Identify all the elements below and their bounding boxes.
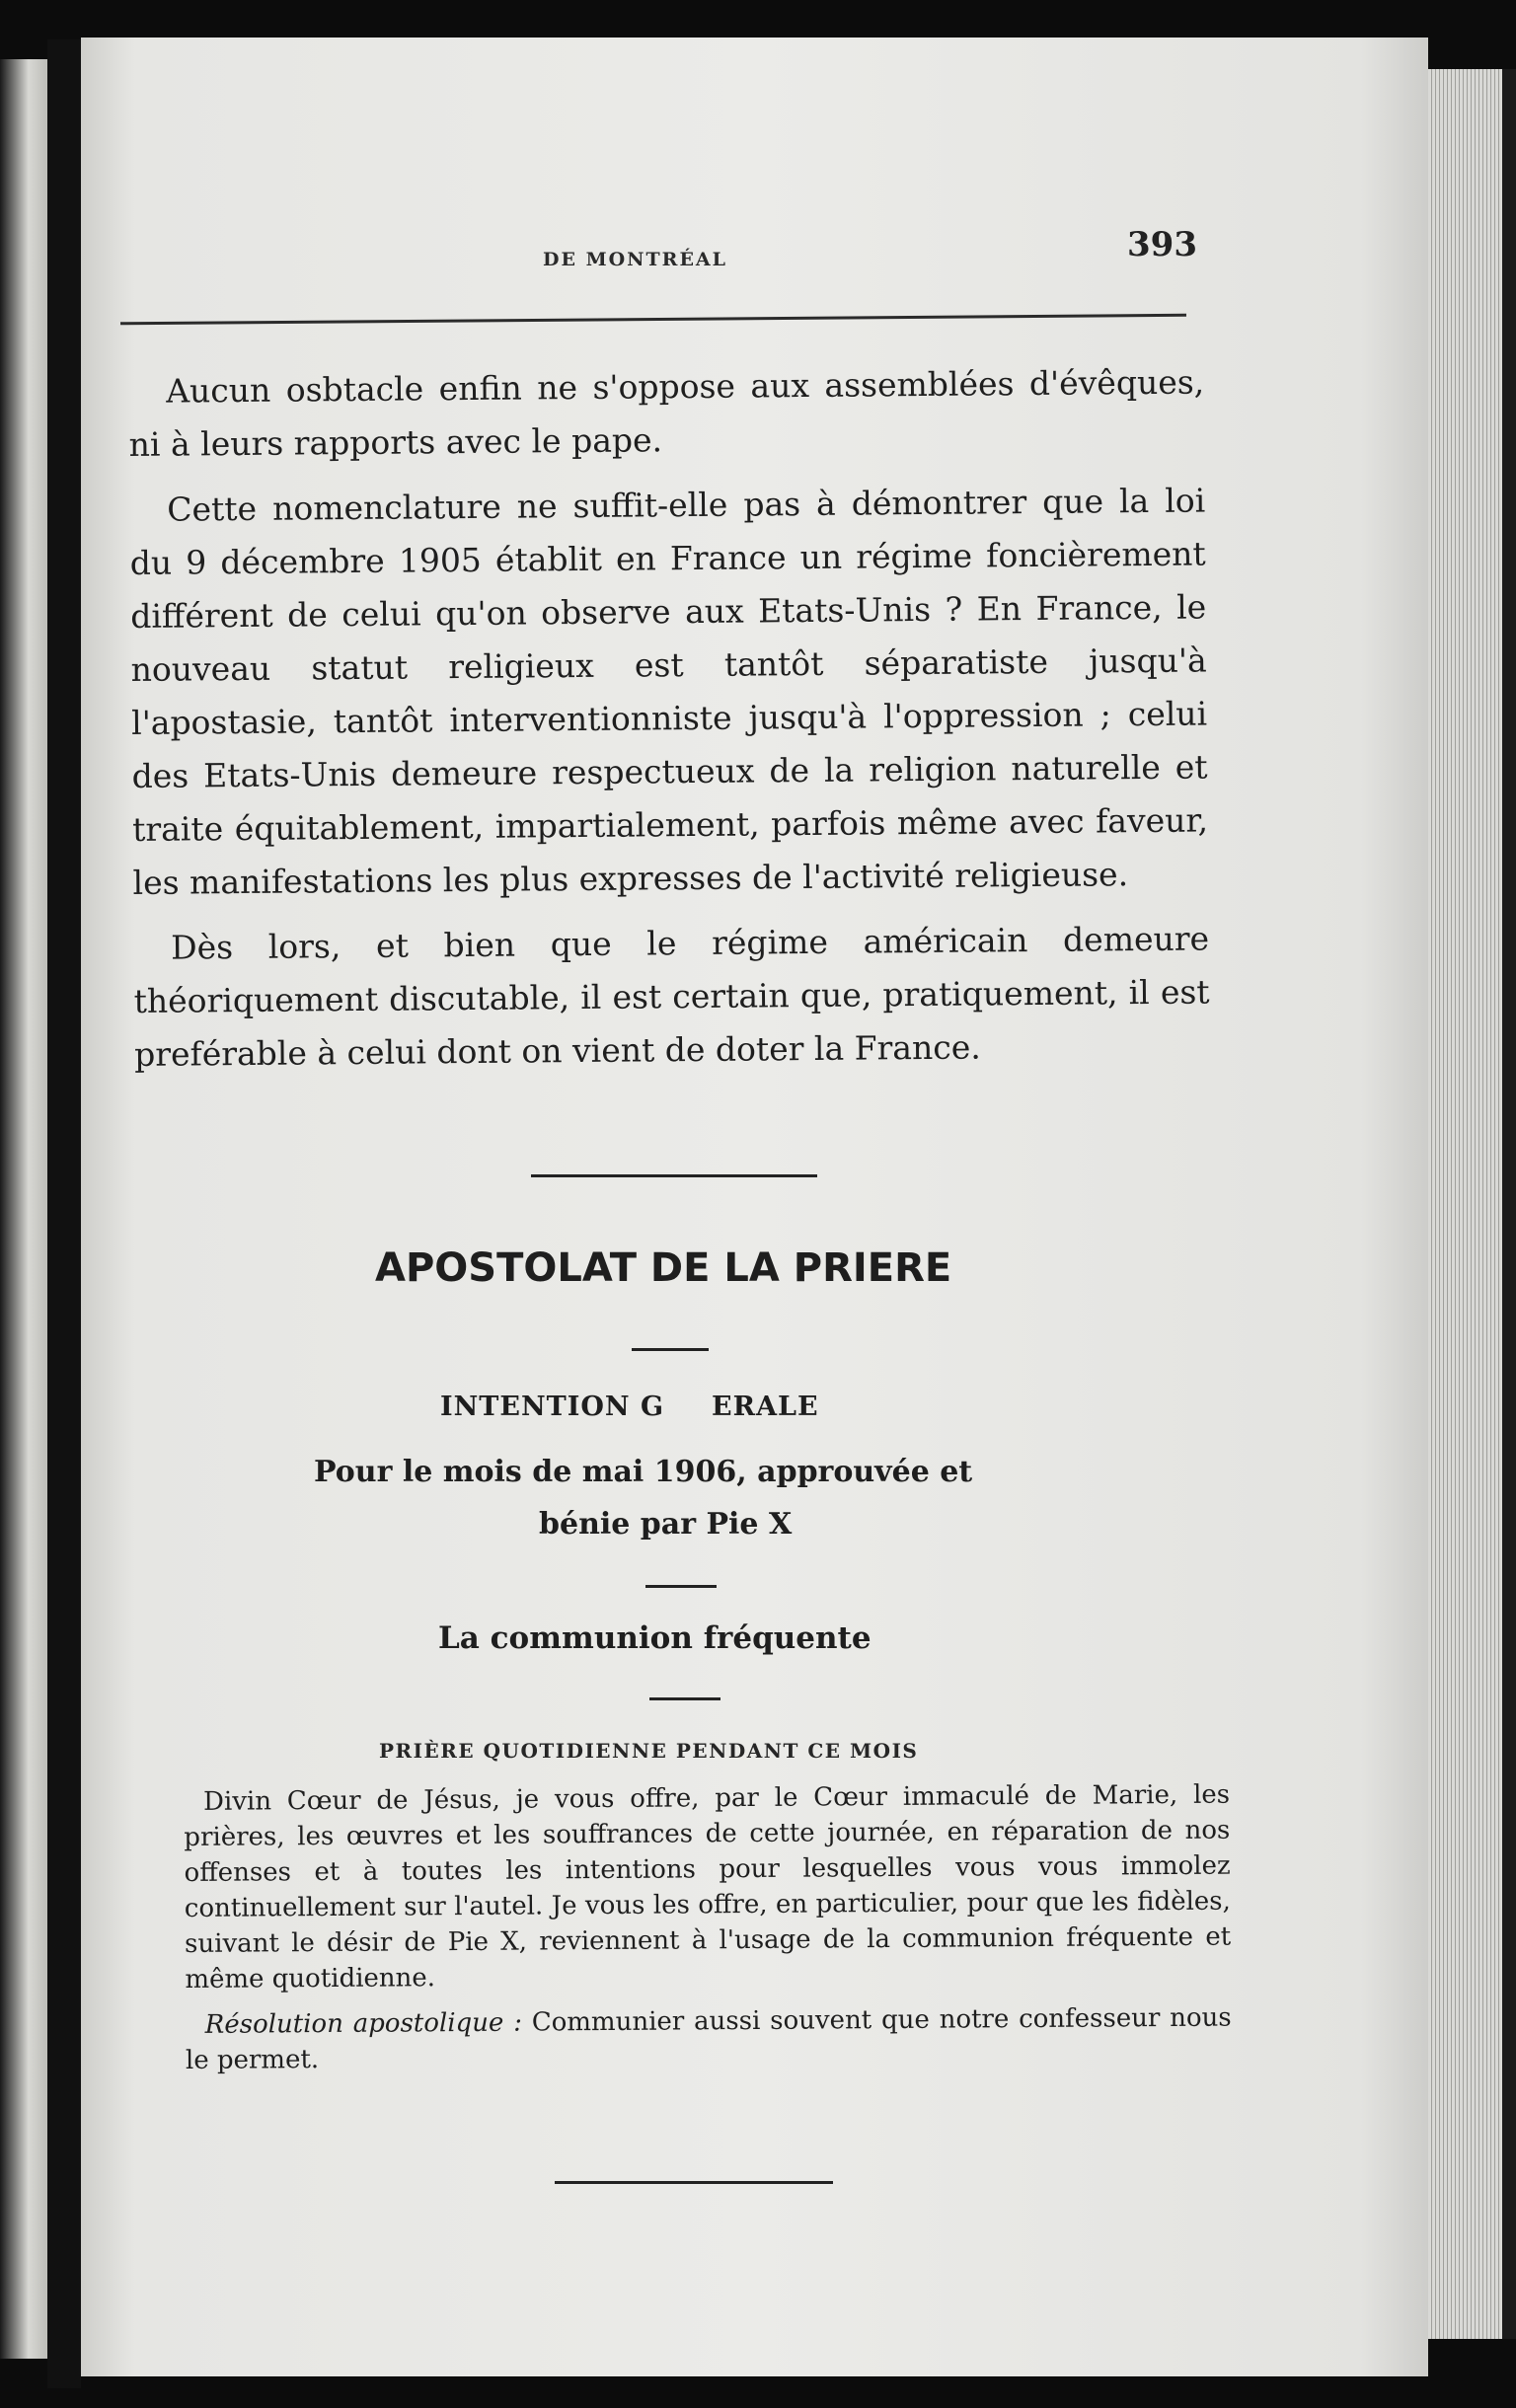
closing-divider (555, 2181, 833, 2184)
section-divider (649, 1697, 720, 1700)
intention-heading-end: ERALE (712, 1392, 819, 1422)
subtitle-line: Pour le mois de mai 1906, approuvée et (314, 1455, 973, 1489)
section-title: APOSTOLAT DE LA PRIERE (375, 1245, 952, 1291)
section-divider (645, 1585, 717, 1588)
prayer-text (184, 1777, 1232, 2088)
section-divider (632, 1348, 709, 1351)
body-text (128, 355, 1210, 1092)
section-divider (531, 1174, 817, 1177)
paragraph: Aucun osbtacle enfin ne s'oppose aux assemblées d'évêques, ni à leurs rapports avec le pape. (128, 362, 1205, 464)
prayer-paragraph: Divin Cœur de Jésus, je vous offre, par le Cœur immaculé de Marie, les prières, les œuvres et les souffrances de cette journée, en réparation de nos offenses et à toutes les intentions pour lesquelles vous vous immolez continuellement sur l'autel. Je vous les offre, en particulier, pour que les fidèles, suivant le désir de Pie X, reviennent à l'usage de la communion fréquente et même quotidienne. (184, 1779, 1232, 1994)
subtitle-line: bénie par Pie X (539, 1507, 793, 1542)
page-stack-edge (1428, 69, 1502, 2339)
running-title: DE MONTRÉAL (543, 249, 728, 270)
page-number: 393 (1127, 225, 1197, 264)
intention-heading-start: INTENTION G (440, 1392, 665, 1422)
page-stack-shadow (1502, 69, 1516, 2339)
prayer-heading: PRIÈRE QUOTIDIENNE PENDANT CE MOIS (379, 1739, 919, 1763)
resolution-text: Communier aussi souvent que notre confesseur nous le permet. (185, 2002, 1232, 2075)
left-page-edge (0, 59, 47, 2359)
resolution-label: Résolution apostolique : (204, 2007, 523, 2040)
theme-title: La communion fréquente (438, 1620, 872, 1656)
paragraph: Dès lors, et bien que le régime américain demeure théoriquement discutable, il est certain que, pratiquement, il est preférable à celui dont on vient de doter la France. (133, 919, 1210, 1074)
resolution-paragraph (186, 2000, 1232, 2078)
book-binding (47, 39, 81, 2388)
paragraph: Cette nomenclature ne suffit-elle pas à démontrer que la loi du 9 décembre 1905 établit en France un régime foncièrement différent de celui qu'on observe aux Etats-Unis ? En France, le nouveau statut religieux est tantôt séparatiste jusqu'à l'apostasie, tantôt interventionniste jusqu'à l'oppression ; celui des Etats-Unis demeure respectueux de la religion naturelle et traite équitablement, impartialement, parfois même avec faveur, les manifestations les plus expresses de l'activité religieuse. (129, 481, 1209, 902)
intention-heading (440, 1392, 819, 1422)
